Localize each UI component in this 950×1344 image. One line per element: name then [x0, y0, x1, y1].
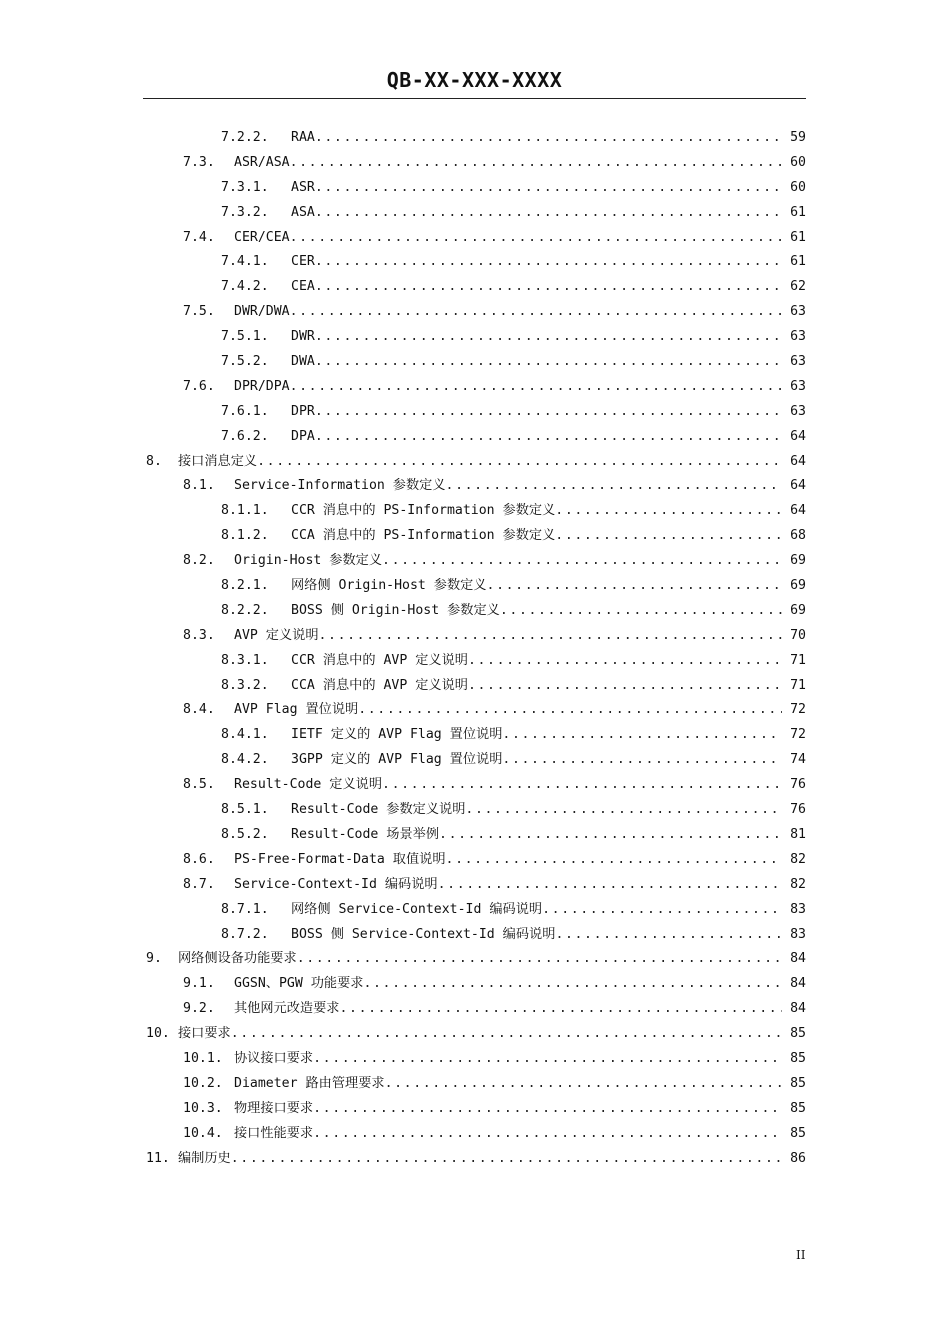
toc-entry-leader-line — [291, 201, 806, 226]
toc-entry-title: 物理接口要求 — [234, 1097, 313, 1122]
toc-entry-title: DPR — [291, 400, 315, 425]
toc-entry-leader-line — [234, 997, 806, 1022]
toc-entry-title: 接口消息定义 — [178, 450, 257, 475]
toc-entry-title: CCA 消息中的 PS-Information 参数定义 — [291, 524, 555, 549]
toc-entry-leader-line — [178, 947, 806, 972]
toc-entry-leader-line — [234, 151, 806, 176]
toc-entry-leader-line — [291, 350, 806, 375]
dot-leader — [385, 1072, 782, 1097]
toc-entry-title: DPR/DPA — [234, 375, 290, 400]
toc-entry-page: 85 — [790, 1026, 806, 1042]
toc-entry[interactable] — [143, 400, 806, 425]
toc-entry-leader-line — [291, 126, 806, 151]
dot-leader — [555, 524, 782, 549]
toc-entry-title: GGSN、PGW 功能要求 — [234, 972, 363, 997]
toc-entry-page: 84 — [790, 1001, 806, 1017]
toc-entry-page: 62 — [790, 279, 806, 295]
toc-entry[interactable] — [143, 350, 806, 375]
dot-leader — [502, 723, 782, 748]
toc-entry-leader-line — [291, 723, 806, 748]
toc-entry-leader-line — [291, 524, 806, 549]
dot-leader — [555, 923, 782, 948]
toc-entry-number: 8.5.2. — [221, 826, 269, 842]
toc-entry[interactable] — [143, 798, 806, 823]
toc-entry-title: CCA 消息中的 AVP 定义说明 — [291, 674, 468, 699]
toc-entry[interactable] — [143, 1072, 806, 1097]
toc-entry[interactable] — [143, 226, 806, 251]
toc-entry-title: AVP Flag 置位说明 — [234, 698, 358, 723]
toc-entry[interactable] — [143, 375, 806, 400]
toc-entry-title: BOSS 侧 Service-Context-Id 编码说明 — [291, 923, 555, 948]
toc-entry-page: 81 — [790, 826, 806, 842]
toc-entry[interactable] — [143, 1147, 806, 1172]
toc-entry-page: 85 — [790, 1125, 806, 1141]
toc-entry[interactable] — [143, 325, 806, 350]
toc-entry-page: 64 — [790, 503, 806, 519]
toc-entry[interactable] — [143, 126, 806, 151]
toc-entry-number: 8.5.1. — [221, 802, 269, 818]
dot-leader — [313, 1047, 782, 1072]
dot-leader — [231, 1022, 782, 1047]
toc-entry-page: 59 — [790, 130, 806, 145]
toc-entry[interactable] — [143, 748, 806, 773]
toc-entry-number: 8.1.2. — [221, 528, 269, 544]
toc-entry-leader-line — [291, 674, 806, 699]
toc-entry-page: 85 — [790, 1050, 806, 1066]
toc-entry-title: DWA — [291, 350, 315, 375]
toc-entry[interactable] — [143, 599, 806, 624]
toc-entry-leader-line — [234, 474, 806, 499]
toc-entry[interactable] — [143, 698, 806, 723]
toc-entry-page: 64 — [790, 428, 806, 444]
dot-leader — [231, 1147, 782, 1172]
toc-entry-leader-line — [234, 624, 806, 649]
toc-entry-page: 82 — [790, 851, 806, 867]
toc-entry-number: 8.4. — [183, 702, 215, 718]
toc-entry-title: CCR 消息中的 PS-Information 参数定义 — [291, 499, 555, 524]
toc-entry-leader-line — [291, 649, 806, 674]
dot-leader — [290, 151, 782, 176]
toc-entry-title: Origin-Host 参数定义 — [234, 549, 382, 574]
toc-entry-title: 协议接口要求 — [234, 1047, 313, 1072]
toc-entry-title: 接口要求 — [178, 1022, 231, 1047]
dot-leader — [319, 624, 782, 649]
toc-entry[interactable] — [143, 873, 806, 898]
toc-entry-leader-line — [291, 250, 806, 275]
toc-entry-leader-line — [234, 300, 806, 325]
toc-entry[interactable] — [143, 848, 806, 873]
toc-entry-number: 7.3. — [183, 154, 215, 170]
toc-entry[interactable] — [143, 1022, 806, 1047]
toc-entry-number: 8.3.2. — [221, 677, 269, 693]
toc-entry-leader-line — [291, 898, 806, 923]
toc-entry-number: 11. — [146, 1150, 170, 1166]
toc-entry-number: 7.4.1. — [221, 254, 269, 270]
toc-entry-page: 84 — [790, 976, 806, 992]
toc-entry-title: DWR — [291, 325, 315, 350]
toc-entry-title: IETF 定义的 AVP Flag 置位说明 — [291, 723, 502, 748]
toc-entry-page: 69 — [790, 602, 806, 618]
toc-entry[interactable] — [143, 1122, 806, 1147]
dot-leader — [382, 773, 782, 798]
toc-entry-title: CCR 消息中的 AVP 定义说明 — [291, 649, 468, 674]
toc-entry-leader-line — [234, 698, 806, 723]
dot-leader — [446, 474, 782, 499]
toc-entry-number: 8.7. — [183, 876, 215, 892]
dot-leader — [297, 947, 782, 972]
toc-entry-number: 8.3.1. — [221, 652, 269, 668]
toc-entry-number: 7.5.2. — [221, 354, 269, 370]
toc-entry-leader-line — [291, 425, 806, 450]
dot-leader — [468, 674, 782, 699]
toc-entry-page: 74 — [790, 752, 806, 768]
dot-leader — [290, 226, 782, 251]
toc-entry-leader-line — [178, 450, 806, 475]
dot-leader — [468, 649, 782, 674]
toc-entry-title: RAA — [291, 126, 315, 151]
dot-leader — [358, 698, 782, 723]
toc-entry[interactable] — [143, 624, 806, 649]
page-number: II — [796, 1248, 806, 1262]
toc-entry[interactable] — [143, 201, 806, 226]
dot-leader — [315, 350, 782, 375]
toc-entry-leader-line — [291, 176, 806, 201]
toc-entry-number: 7.6. — [183, 378, 215, 394]
toc-entry-title: DPA — [291, 425, 315, 450]
toc-entry[interactable] — [143, 425, 806, 450]
toc-entry-number: 7.5.1. — [221, 329, 269, 345]
toc-entry-page: 63 — [790, 329, 806, 345]
toc-entry-leader-line — [178, 1022, 806, 1047]
toc-entry-title: Result-Code 场景举例 — [291, 823, 439, 848]
dot-leader — [438, 873, 782, 898]
toc-entry-number: 7.4.2. — [221, 279, 269, 295]
toc-entry[interactable] — [143, 300, 806, 325]
toc-entry[interactable] — [143, 773, 806, 798]
dot-leader — [502, 748, 782, 773]
toc-entry-page: 69 — [790, 553, 806, 569]
toc-entry-number: 9.2. — [183, 1001, 215, 1017]
toc-entry[interactable] — [143, 176, 806, 201]
toc-entry-leader-line — [291, 748, 806, 773]
toc-entry-leader-line — [234, 226, 806, 251]
toc-entry[interactable] — [143, 972, 806, 997]
toc-entry[interactable] — [143, 524, 806, 549]
dot-leader — [313, 1097, 782, 1122]
toc-entry-number: 8.7.2. — [221, 926, 269, 942]
toc-entry-page: 69 — [790, 578, 806, 594]
toc-entry[interactable] — [143, 151, 806, 176]
toc-entry-leader-line — [234, 773, 806, 798]
toc-entry-leader-line — [234, 972, 806, 997]
dot-leader — [500, 599, 782, 624]
dot-leader — [315, 201, 782, 226]
document-code: QB-XX-XXX-XXXX — [386, 68, 563, 92]
toc-entry-page: 63 — [790, 304, 806, 320]
toc-entry-page: 63 — [790, 403, 806, 419]
toc-entry[interactable] — [143, 450, 806, 475]
toc-entry-number: 8.3. — [183, 627, 215, 643]
toc-entry-leader-line — [234, 848, 806, 873]
toc-entry-number: 8.5. — [183, 777, 215, 793]
toc-entry-page: 70 — [790, 627, 806, 643]
toc-entry-title: 接口性能要求 — [234, 1122, 313, 1147]
toc-entry-number: 8.2.2. — [221, 602, 269, 618]
toc-entry-title: 3GPP 定义的 AVP Flag 置位说明 — [291, 748, 502, 773]
toc-entry[interactable] — [143, 898, 806, 923]
toc-entry-page: 83 — [790, 901, 806, 917]
toc-entry-title: DWR/DWA — [234, 300, 290, 325]
toc-entry-title: ASR — [291, 176, 315, 201]
toc-entry-number: 8. — [146, 453, 162, 469]
toc-entry-number: 8.4.2. — [221, 752, 269, 768]
toc-entry-number: 8.1.1. — [221, 503, 269, 519]
page-header — [143, 62, 806, 99]
toc-entry-leader-line — [291, 275, 806, 300]
toc-entry-number: 7.3.1. — [221, 179, 269, 195]
toc-entry-number: 10.3. — [183, 1100, 223, 1116]
toc-entry-title: CEA — [291, 275, 315, 300]
toc-entry-leader-line — [234, 1047, 806, 1072]
toc-entry-title: Result-Code 定义说明 — [234, 773, 382, 798]
toc-entry-page: 85 — [790, 1075, 806, 1091]
toc-entry[interactable] — [143, 1047, 806, 1072]
toc-entry-leader-line — [291, 400, 806, 425]
toc-entry-leader-line — [234, 1097, 806, 1122]
toc-entry-title: 网络侧 Service-Context-Id 编码说明 — [291, 898, 542, 923]
toc-entry-title: CER — [291, 250, 315, 275]
toc-entry-title: CER/CEA — [234, 226, 290, 251]
toc-entry-number: 8.6. — [183, 851, 215, 867]
toc-entry-page: 84 — [790, 951, 806, 967]
toc-entry-page: 82 — [790, 876, 806, 892]
toc-entry-title: ASA — [291, 201, 315, 226]
dot-leader — [363, 972, 782, 997]
toc-entry-page: 61 — [790, 254, 806, 270]
toc-entry-title: AVP 定义说明 — [234, 624, 319, 649]
toc-entry-number: 7.3.2. — [221, 204, 269, 220]
toc-entry-title: 编制历史 — [178, 1147, 231, 1172]
toc-entry-page: 83 — [790, 926, 806, 942]
toc-entry[interactable] — [143, 997, 806, 1022]
toc-entry[interactable] — [143, 947, 806, 972]
toc-entry-number: 7.5. — [183, 304, 215, 320]
dot-leader — [257, 450, 782, 475]
toc-entry-leader-line — [234, 1122, 806, 1147]
toc-entry-number: 10.4. — [183, 1125, 223, 1141]
toc-entry-page: 61 — [790, 204, 806, 220]
toc-entry-number: 9.1. — [183, 976, 215, 992]
toc-entry-leader-line — [291, 574, 806, 599]
dot-leader — [542, 898, 782, 923]
toc-entry[interactable] — [143, 649, 806, 674]
toc-entry[interactable] — [143, 823, 806, 848]
dot-leader — [290, 300, 782, 325]
toc-entry-page: 60 — [790, 179, 806, 195]
toc-entry-title: PS-Free-Format-Data 取值说明 — [234, 848, 446, 873]
toc-entry-title: BOSS 侧 Origin-Host 参数定义 — [291, 599, 500, 624]
toc-entry-number: 8.2. — [183, 553, 215, 569]
dot-leader — [315, 126, 782, 151]
table-of-contents — [143, 126, 806, 1171]
dot-leader — [439, 823, 782, 848]
toc-entry-number: 8.7.1. — [221, 901, 269, 917]
toc-entry-title: Diameter 路由管理要求 — [234, 1072, 385, 1097]
toc-entry-leader-line — [291, 499, 806, 524]
toc-entry-title: 网络侧 Origin-Host 参数定义 — [291, 574, 487, 599]
toc-entry-title: Result-Code 参数定义说明 — [291, 798, 465, 823]
toc-entry-leader-line — [291, 599, 806, 624]
toc-entry-number: 7.4. — [183, 229, 215, 245]
dot-leader — [315, 275, 782, 300]
dot-leader — [446, 848, 782, 873]
toc-entry[interactable] — [143, 723, 806, 748]
dot-leader — [487, 574, 782, 599]
toc-entry[interactable] — [143, 499, 806, 524]
toc-entry-title: Service-Information 参数定义 — [234, 474, 446, 499]
toc-entry-leader-line — [178, 1147, 806, 1172]
toc-entry-leader-line — [234, 1072, 806, 1097]
dot-leader — [315, 400, 782, 425]
dot-leader — [315, 325, 782, 350]
toc-entry-number: 10. — [146, 1026, 170, 1042]
toc-entry-leader-line — [234, 873, 806, 898]
toc-entry[interactable] — [143, 923, 806, 948]
toc-entry-title: ASR/ASA — [234, 151, 290, 176]
dot-leader — [315, 176, 782, 201]
toc-entry[interactable] — [143, 275, 806, 300]
toc-entry-number: 10.1. — [183, 1050, 223, 1066]
toc-entry-page: 63 — [790, 378, 806, 394]
toc-entry-leader-line — [234, 375, 806, 400]
toc-entry[interactable] — [143, 674, 806, 699]
toc-entry-number: 8.4.1. — [221, 727, 269, 743]
dot-leader — [315, 250, 782, 275]
toc-entry-page: 72 — [790, 702, 806, 718]
toc-entry-page: 71 — [790, 677, 806, 693]
toc-entry-page: 85 — [790, 1100, 806, 1116]
toc-entry-number: 7.2.2. — [221, 130, 269, 145]
toc-entry-number: 9. — [146, 951, 162, 967]
dot-leader — [313, 1122, 782, 1147]
toc-entry-number: 8.1. — [183, 478, 215, 494]
dot-leader — [465, 798, 782, 823]
toc-entry[interactable] — [143, 549, 806, 574]
toc-entry-number: 10.2. — [183, 1075, 223, 1091]
toc-entry-page: 63 — [790, 354, 806, 370]
toc-entry-page: 76 — [790, 777, 806, 793]
toc-entry-leader-line — [291, 325, 806, 350]
toc-entry-page: 76 — [790, 802, 806, 818]
toc-entry[interactable] — [143, 574, 806, 599]
toc-entry-title: Service-Context-Id 编码说明 — [234, 873, 438, 898]
toc-entry-leader-line — [291, 923, 806, 948]
toc-entry-title: 网络侧设备功能要求 — [178, 947, 297, 972]
toc-entry-page: 64 — [790, 453, 806, 469]
toc-entry[interactable] — [143, 1097, 806, 1122]
toc-entry-page: 86 — [790, 1150, 806, 1166]
toc-entry-number: 7.6.2. — [221, 428, 269, 444]
toc-entry-leader-line — [291, 798, 806, 823]
toc-entry-page: 61 — [790, 229, 806, 245]
toc-entry-leader-line — [291, 823, 806, 848]
toc-entry[interactable] — [143, 474, 806, 499]
toc-entry-number: 7.6.1. — [221, 403, 269, 419]
toc-entry-page: 60 — [790, 154, 806, 170]
toc-entry-leader-line — [234, 549, 806, 574]
dot-leader — [555, 499, 782, 524]
toc-entry-page: 72 — [790, 727, 806, 743]
toc-entry-title: 其他网元改造要求 — [234, 997, 340, 1022]
toc-entry[interactable] — [143, 250, 806, 275]
toc-entry-page: 71 — [790, 652, 806, 668]
dot-leader — [315, 425, 782, 450]
toc-entry-page: 68 — [790, 528, 806, 544]
dot-leader — [290, 375, 782, 400]
dot-leader — [382, 549, 782, 574]
dot-leader — [340, 997, 783, 1022]
toc-entry-page: 64 — [790, 478, 806, 494]
toc-entry-number: 8.2.1. — [221, 578, 269, 594]
